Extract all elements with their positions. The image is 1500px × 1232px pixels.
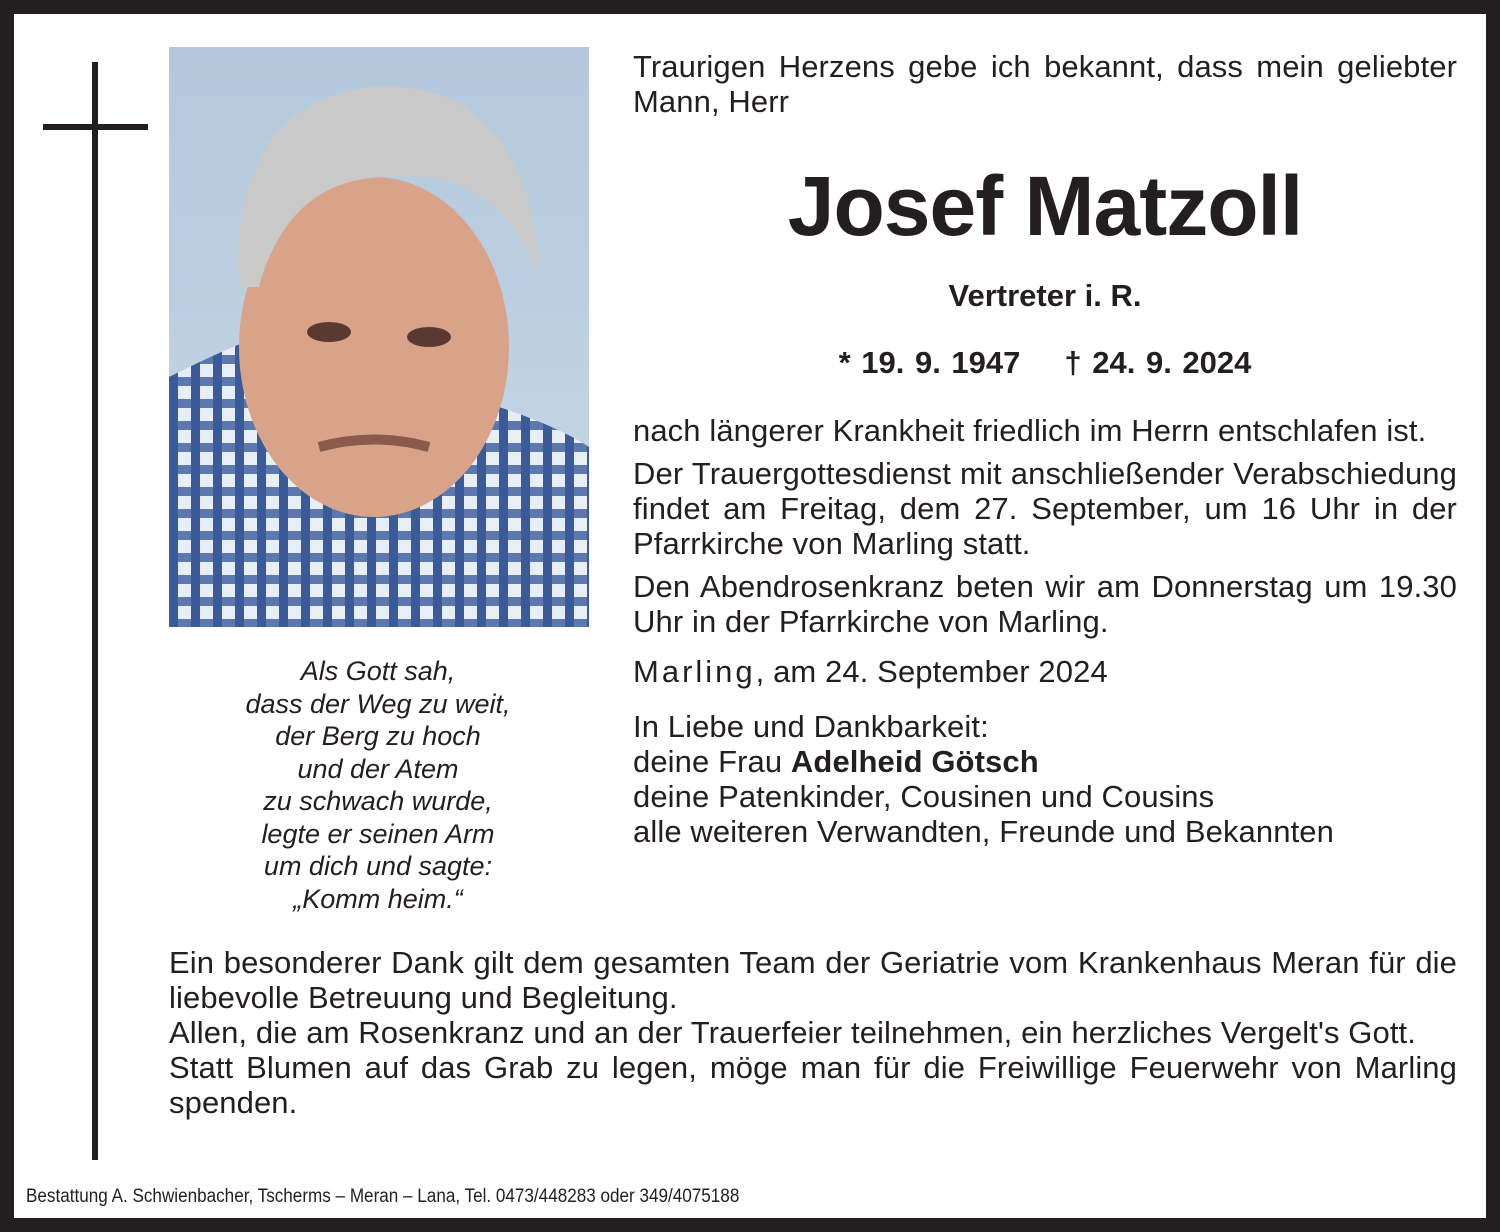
intro-text: Traurigen Herzens gebe ich bekannt, dass mein geliebter Mann, Herr xyxy=(633,49,1457,119)
paragraph: nach längerer Krankheit friedlich im Herrn entschlafen ist. xyxy=(633,413,1427,448)
place: Marling xyxy=(633,654,756,689)
announcement xyxy=(633,413,1457,849)
place-date xyxy=(633,654,1457,689)
mourner-line xyxy=(633,744,1457,779)
paragraph: Der Trauergottesdienst mit anschließender Verabschiedung findet am Freitag, dem 27. September, um 16 Uhr in der Pfarrkirche von Marling statt. xyxy=(633,456,1457,561)
wife-name: Adelheid Götsch xyxy=(790,744,1039,779)
thanks-section xyxy=(169,945,1457,1120)
poem-line: und der Atem xyxy=(297,753,459,784)
poem xyxy=(200,655,556,915)
poem-line: „Komm heim.“ xyxy=(293,883,463,914)
death-date: † 24. 9. 2024 xyxy=(1064,345,1252,380)
thanks-paragraph: Ein besonderer Dank gilt dem gesamten Team der Geriatrie vom Krankenhaus Meran für die liebevolle Betreuung und Begleitung. xyxy=(169,945,1457,1015)
mourners-intro: In Liebe und Dankbarkeit: xyxy=(633,709,989,744)
poem-line: um dich und sagte: xyxy=(263,851,493,881)
cross-icon-bar xyxy=(43,124,148,130)
mourners xyxy=(633,709,1457,849)
birth-date: * 19. 9. 1947 xyxy=(838,345,1021,380)
funeral-home-footer: Bestattung A. Schwienbacher, Tscherms – Meran – Lana, Tel. 0473/448283 oder 349/4075188 xyxy=(26,1186,740,1207)
poem-line: legte er seinen Arm xyxy=(261,818,495,849)
paragraph: Den Abendrosenkranz beten wir am Donnerstag um 19.30 Uhr in der Pfarrkirche von Marling. xyxy=(633,569,1457,639)
thanks-paragraph: Allen, die am Rosenkranz und an der Trauerfeier teilnehmen, ein herzliches Vergelt's Gott. xyxy=(169,1015,1416,1050)
occupation: Vertreter i. R. xyxy=(948,278,1142,313)
poem-line: zu schwach wurde, xyxy=(263,786,493,816)
thanks-paragraph: Statt Blumen auf das Grab zu legen, möge man für die Freiwillige Feuerwehr von Marling spenden. xyxy=(169,1050,1457,1120)
deceased-name: Josef Matzoll xyxy=(787,159,1303,253)
wife-prefix: deine Frau xyxy=(633,744,791,779)
mourner-line: alle weiteren Verwandten, Freunde und Bekannten xyxy=(633,814,1334,849)
mourner-line: deine Patenkinder, Cousinen und Cousins xyxy=(633,779,1215,814)
poem-line: dass der Weg zu weit, xyxy=(245,688,511,719)
poem-line: der Berg zu hoch xyxy=(275,721,481,751)
date: , am 24. September 2024 xyxy=(755,654,1108,689)
cross-icon xyxy=(92,62,98,1160)
life-dates xyxy=(633,345,1457,381)
poem-line: Als Gott sah, xyxy=(300,656,456,686)
portrait-photo xyxy=(169,47,589,627)
